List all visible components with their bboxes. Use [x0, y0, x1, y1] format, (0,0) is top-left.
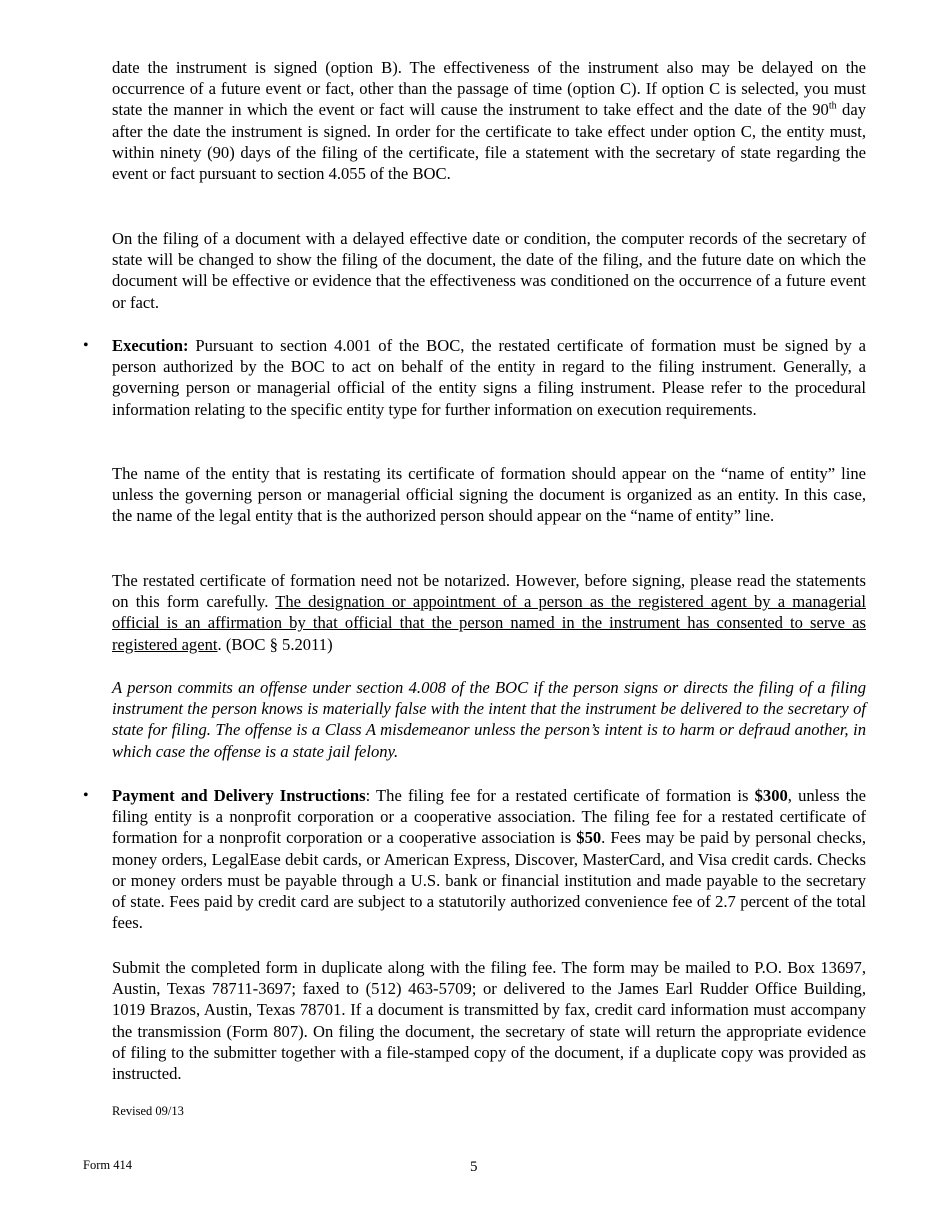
fee-standard: $300: [754, 786, 788, 805]
registered-agent-statement: The designation or appointment of a person as the registered agent by a managerial official is an affirmation by that official that the person named in the instrument has consented to serve as registered agent: [112, 592, 866, 654]
paragraph-name-of-entity: The name of the entity that is restating its certificate of formation should appear on the “name of entity” line unless the governing person or managerial official signing the document is organized as an entity. In this case, the name of the legal entity that is the authorized person should appear on the “name of entity” line.: [112, 464, 866, 526]
paragraph-execution: Execution: Pursuant to section 4.001 of the BOC, the restated certificate of formation must be signed by a person authorized by the BOC to act on behalf of the entity in regard to the filing instrument. Generally, a governing person or managerial official of the entity signs a filing instrument. Please refer to the procedural information relating to the specific entity type for further information on execution requirements.: [112, 336, 866, 419]
page-number: 5: [470, 1159, 478, 1175]
revised-date: Revised 09/13: [112, 1104, 184, 1118]
bullet-payment: •: [83, 787, 89, 804]
execution-heading: Execution:: [112, 336, 189, 355]
paragraph-submission: Submit the completed form in duplicate along with the filing fee. The form may be mailed to P.O. Box 13697, Austin, Texas 78711-3697; faxed to (512) 463-5709; or delivered to the James Earl Rudder Office Building, 1019 Brazos, Austin, Texas 78701. If a document is transmitted by fax, credit card information must accompany the transmission (Form 807). On filing the document, the secretary of state will return the appropriate evidence of filing to the submitter together with a file-stamped copy of the document, if a duplicate copy was provided as instructed.: [112, 958, 866, 1084]
paragraph-offense-warning: A person commits an offense under section 4.008 of the BOC if the person signs or directs the filing of a filing instrument the person knows is materially false with the intent that the instrument be delivered to the secretary of state for filing. The offense is a Class A misdemeanor unless the person’s intent is to harm or defraud another, in which case the offense is a state jail felony.: [112, 678, 866, 761]
paragraph-delayed-filing-records: On the filing of a document with a delayed effective date or condition, the computer records of the secretary of state will be changed to show the filing of the document, the date of the filing, and the future date on which the document will be effective or evidence that the effectiveness was conditioned on the occurrence of a future event or fact.: [112, 229, 866, 312]
form-number: Form 414: [83, 1158, 132, 1172]
paragraph-payment-delivery: Payment and Delivery Instructions: The filing fee for a restated certificate of formation is $300, unless the filing entity is a nonprofit corporation or a cooperative association. The filing fee for a restated certificate of formation for a nonprofit corporation or a cooperative association is $50. Fees may be paid by personal checks, money orders, LegalEase debit cards, or American Express, Discover, MasterCard, and Visa credit cards. Checks or money orders must be payable through a U.S. bank or financial institution and made payable to the secretary of state. Fees paid by credit card are subject to a statutorily authorized convenience fee of 2.7 percent of the total fees.: [112, 786, 867, 933]
payment-heading: Payment and Delivery Instructions: [112, 786, 366, 805]
bullet-execution: •: [83, 337, 89, 354]
fee-nonprofit: $50: [576, 828, 602, 848]
paragraph-effective-date-options: date the instrument is signed (option B). The effectiveness of the instrument also may be delayed on the occurrence of a future event or fact, other than the passage of time (option C). If option C is selected, you must state the manner in which the event or fact will cause the instrument to take effect and the date of the 90th day after the date the instrument is signed. In order for the certificate to take effect under option C, the entity must, within ninety (90) days of the filing of the certificate, file a statement with the secretary of state regarding the event or fact pursuant to section 4.055 of the BOC.: [112, 58, 866, 184]
paragraph-notarization: The restated certificate of formation need not be notarized. However, before signing, please read the statements on this form carefully. The designation or appointment of a person as the registered agent by a managerial official is an affirmation by that official that the person named in the instrument has consented to serve as registered agent. (BOC § 5.2011): [112, 571, 866, 654]
